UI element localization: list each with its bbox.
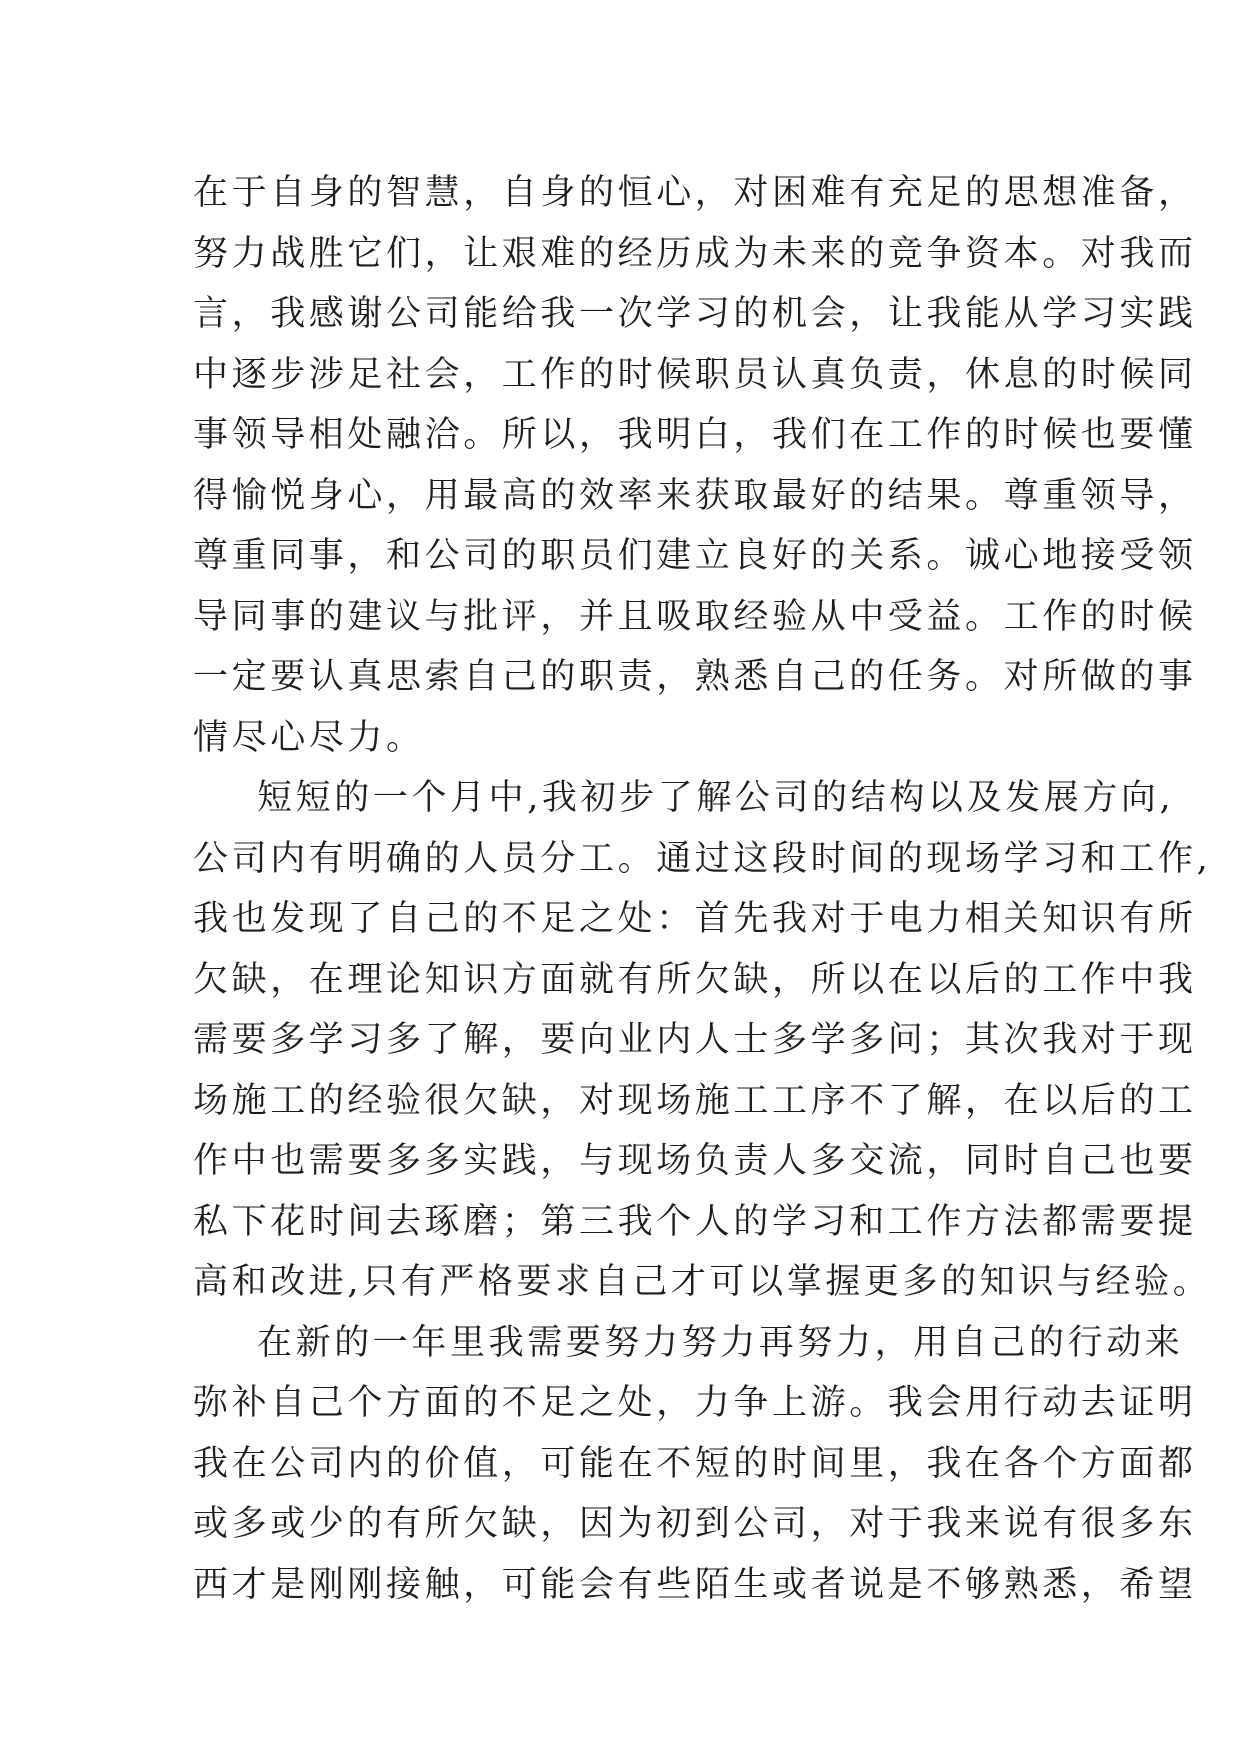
text-line: 事领导相处融洽。所以，我明白，我们在工作的时候也要懂 bbox=[193, 415, 1197, 455]
paragraph-1 bbox=[193, 163, 1197, 768]
text-line: 言，我感谢公司能给我一次学习的机会，让我能从学习实践 bbox=[193, 294, 1197, 334]
text-line: 情尽心尽力。 bbox=[193, 717, 425, 758]
text-line: 西才是刚刚接触，可能会有些陌生或者说是不够熟悉，希望 bbox=[193, 1564, 1197, 1605]
text-line: 中逐步涉足社会，工作的时候职员认真负责，休息的时候同 bbox=[193, 354, 1197, 395]
text-line: 私下花时间去琢磨；第三我个人的学习和工作方法都需要提 bbox=[193, 1201, 1197, 1242]
text-line: 场施工的经验很欠缺，对现场施工工序不了解，在以后的工 bbox=[193, 1080, 1197, 1121]
document-body bbox=[193, 163, 1212, 1615]
text-line: 欠缺，在理论知识方面就有所欠缺，所以在以后的工作中我 bbox=[193, 959, 1197, 1000]
text-line: 需要多学习多了解，要向业内人士多学多问；其次我对于现 bbox=[193, 1020, 1197, 1060]
paragraph-2 bbox=[193, 768, 1212, 1313]
text-line: 或多或少的有所欠缺，因为初到公司，对于我来说有很多东 bbox=[193, 1504, 1197, 1544]
text-line: 我也发现了自己的不足之处：首先我对于电力相关知识有所 bbox=[193, 899, 1197, 939]
text-line: 一定要认真思索自己的职责，熟悉自己的任务。对所做的事 bbox=[193, 657, 1197, 697]
text-line: 短短的一个月中,我初步了解公司的结构以及发展方向, bbox=[257, 778, 1175, 818]
text-line: 高和改进,只有严格要求自己才可以掌握更多的知识与经验。 bbox=[193, 1262, 1212, 1302]
text-line: 得愉悦身心，用最高的效率来获取最好的结果。尊重领导， bbox=[193, 475, 1197, 516]
text-line: 努力战胜它们，让艰难的经历成为未来的竞争资本。对我而 bbox=[193, 233, 1197, 274]
paragraph-3 bbox=[193, 1313, 1197, 1616]
text-line: 弥补自己个方面的不足之处，力争上游。我会用行动去证明 bbox=[193, 1383, 1197, 1423]
text-line: 在于自身的智慧，自身的恒心，对困难有充足的思想准备， bbox=[193, 173, 1197, 213]
text-line: 作中也需要多多实践，与现场负责人多交流，同时自己也要 bbox=[193, 1141, 1197, 1181]
text-line: 我在公司内的价值，可能在不短的时间里，我在各个方面都 bbox=[193, 1443, 1197, 1484]
text-line: 公司内有明确的人员分工。通过这段时间的现场学习和工作, bbox=[193, 838, 1212, 879]
text-line: 导同事的建议与批评，并且吸取经验从中受益。工作的时候 bbox=[193, 596, 1197, 637]
text-line: 在新的一年里我需要努力努力再努力，用自己的行动来 bbox=[257, 1322, 1184, 1363]
text-line: 尊重同事，和公司的职员们建立良好的关系。诚心地接受领 bbox=[193, 536, 1197, 576]
